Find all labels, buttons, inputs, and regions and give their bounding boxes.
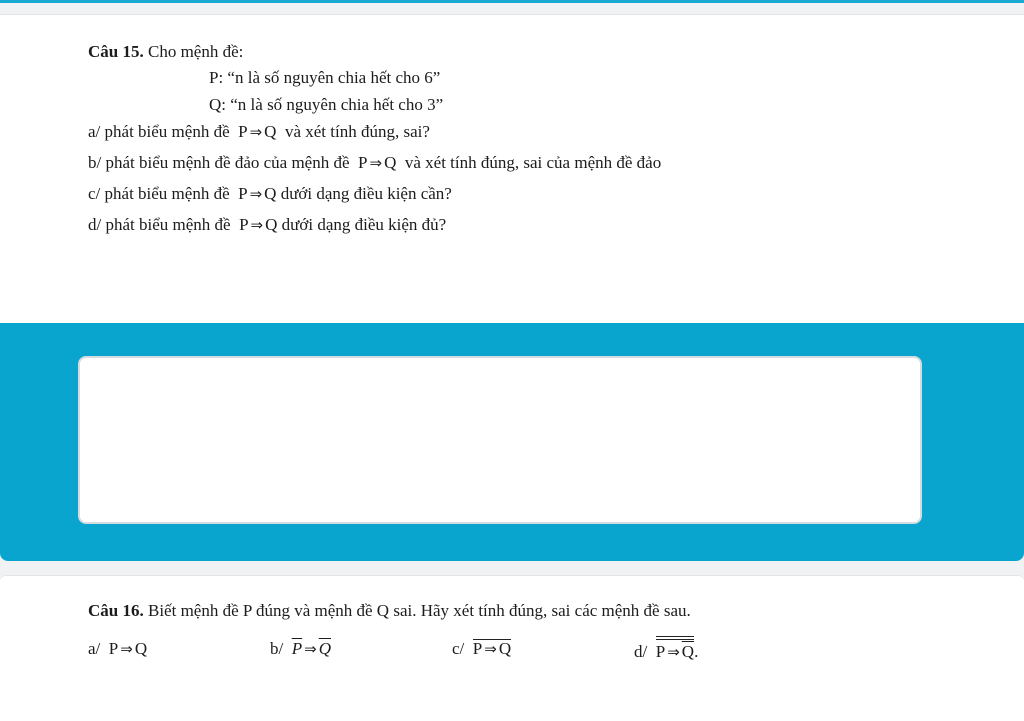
q16-item-b: b/ $\overline{P}$ ⇒ $\overline{Q}$	[270, 639, 331, 658]
double-negated-implication: P ⇒ $\overline{Q}$	[656, 639, 694, 662]
q15-part-b: b/ phát biểu mệnh đề đảo của mệnh đề P ⇒ Q và xét tính đúng, sai của mệnh đề đảo	[88, 153, 662, 172]
negated-implication: P ⇒ Q	[472, 639, 512, 658]
implication-formula: P ⇒ Q	[238, 184, 277, 203]
q16-text: Biết mệnh đề P đúng và mệnh đề Q sai. Hãy xét tính đúng, sai các mệnh đề sau.	[147, 601, 691, 620]
q15-heading	[88, 42, 243, 62]
q15-part-a: a/ phát biểu mệnh đề P ⇒ Q và xét tính đúng, sai?	[88, 122, 430, 141]
q15-q-definition: Q: “n là số nguyên chia hết cho 3”	[209, 95, 444, 114]
q15-p-definition: P: “n là số nguyên chia hết cho 6”	[209, 68, 441, 87]
q15-part-d: d/ phát biểu mệnh đề P ⇒ Q dưới dạng điều kiện đủ?	[88, 215, 447, 234]
answer-input-box[interactable]	[78, 356, 922, 524]
q15-title: Câu 15.	[88, 42, 144, 61]
question-15-card	[0, 14, 1024, 345]
q16-item-a: a/ P ⇒ Q	[88, 639, 148, 658]
implication-formula: P ⇒ Q	[238, 122, 277, 141]
answer-panel	[0, 323, 1024, 561]
q15-part-c: c/ phát biểu mệnh đề P ⇒ Q dưới dạng điều kiện cần?	[88, 184, 452, 203]
q15-intro: Cho mệnh đề:	[147, 42, 244, 61]
q16-item-c: c/ P ⇒ Q	[452, 639, 512, 658]
implication-formula: P ⇒ Q	[358, 153, 397, 172]
q16-heading	[88, 601, 691, 621]
q16-item-d: d/ P ⇒ $\overline{Q}$.	[634, 639, 698, 662]
question-16-card	[0, 575, 1024, 721]
q16-title: Câu 16.	[88, 601, 144, 620]
implication-formula: P ⇒ Q	[239, 215, 278, 234]
top-accent-strip	[0, 0, 1024, 3]
